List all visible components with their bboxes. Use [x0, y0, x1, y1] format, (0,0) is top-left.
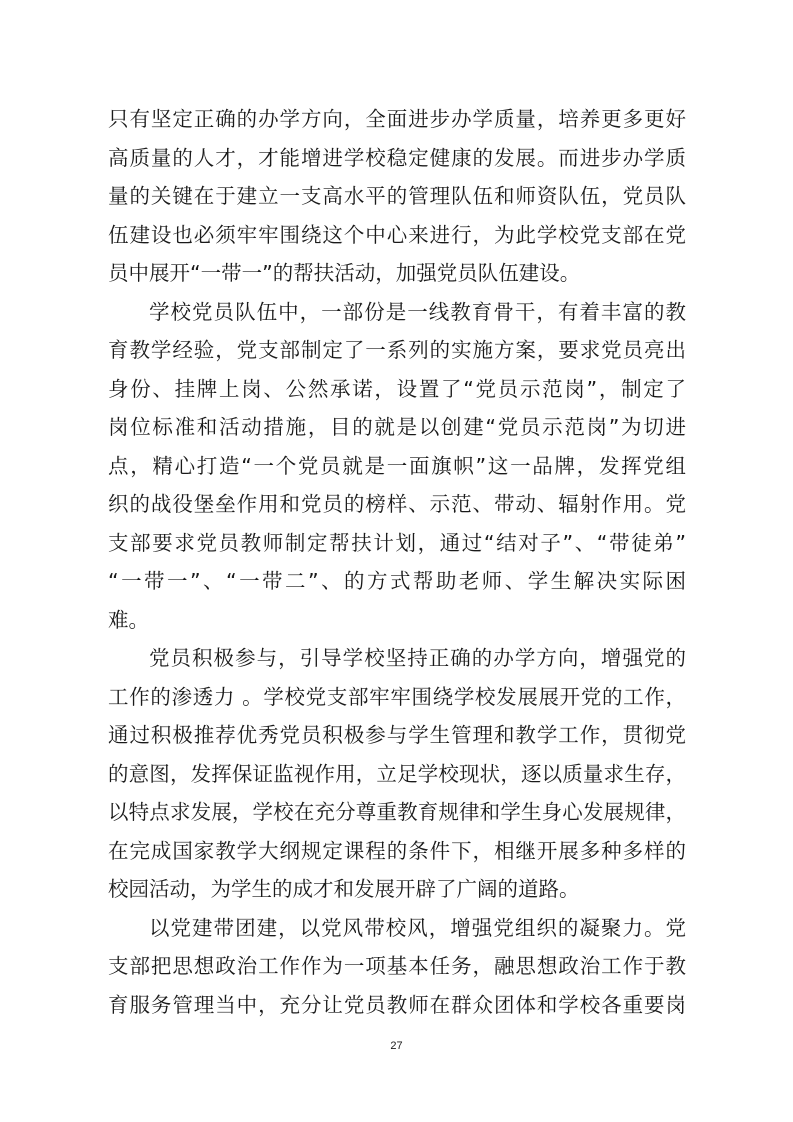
text-line: 以特点求发展，学校在充分尊重教育规律和学生身心发展规律， [108, 800, 686, 824]
text-line: 在完成国家教学大纲规定课程的条件下，相继开展多种多样的 [108, 838, 686, 863]
text-line: 校园活动，为学生的成才和发展开辟了广阔的道路。 [108, 877, 580, 901]
text-line: 伍建设也必须牢牢围绕这个中心来进行，为此学校党支部在党 [108, 222, 686, 247]
text-line: 的意图，发挥保证监视作用，立足学校现状，逐以质量求生存， [108, 761, 686, 786]
text-line: 岗位标准和活动措施，目的就是以创建“党员示范岗”为切进 [108, 415, 686, 439]
text-line: 工作的渗透力 。学校党支部牢牢围绕学校发展展开党的工作， [108, 684, 686, 709]
text-line: 育教学经验，党支部制定了一系列的实施方案，要求党员亮出 [108, 338, 686, 362]
page-number: 27 [390, 1040, 403, 1052]
text-line: 点，精心打造“一个党员就是一面旗帜”这一品牌，发挥党组 [108, 453, 686, 478]
text-line: “一带一”、“一带二”、的方式帮助老师、学生解决实际困 [108, 569, 686, 593]
text-line: 支部把思想政治工作作为一项基本任务，融思想政治工作于教 [108, 954, 686, 978]
text-line: 织的战役堡垒作用和党员的榜样、示范、带动、辐射作用。党 [108, 492, 686, 516]
text-line: 员中展开“一带一”的帮扶活动，加强党员队伍建设。 [108, 261, 581, 285]
text-line: 育服务管理当中，充分让党员教师在群众团体和学校各重要岗 [108, 992, 686, 1017]
text-line: 只有坚定正确的办学方向，全面进步办学质量，培养更多更好 [108, 107, 686, 131]
text-line: 难。 [108, 607, 149, 632]
text-line: 身份、挂牌上岗、公然承诺，设置了“党员示范岗”，制定了 [108, 376, 686, 401]
text-line: 高质量的人才，才能增进学校稳定健康的发展。而进步办学质 [108, 145, 686, 170]
body-text [108, 100, 686, 1024]
paragraph-start-line: 党员积极参与，引导学校坚持正确的办学方向，增强党的 [149, 646, 686, 670]
text-line: 量的关键在于建立一支高水平的管理队伍和师资队伍，党员队 [108, 184, 686, 208]
paragraph-start-line: 学校党员队伍中，一部份是一线教育骨干，有着丰富的教 [149, 299, 686, 324]
paragraph-start-line: 以党建带团建，以党风带校风，增强党组织的凝聚力。党 [149, 915, 686, 940]
text-line: 支部要求党员教师制定帮扶计划，通过“结对子”、“带徒弟” [108, 530, 686, 555]
text-line: 通过积极推荐优秀党员积极参与学生管理和教学工作，贯彻党 [108, 723, 686, 747]
